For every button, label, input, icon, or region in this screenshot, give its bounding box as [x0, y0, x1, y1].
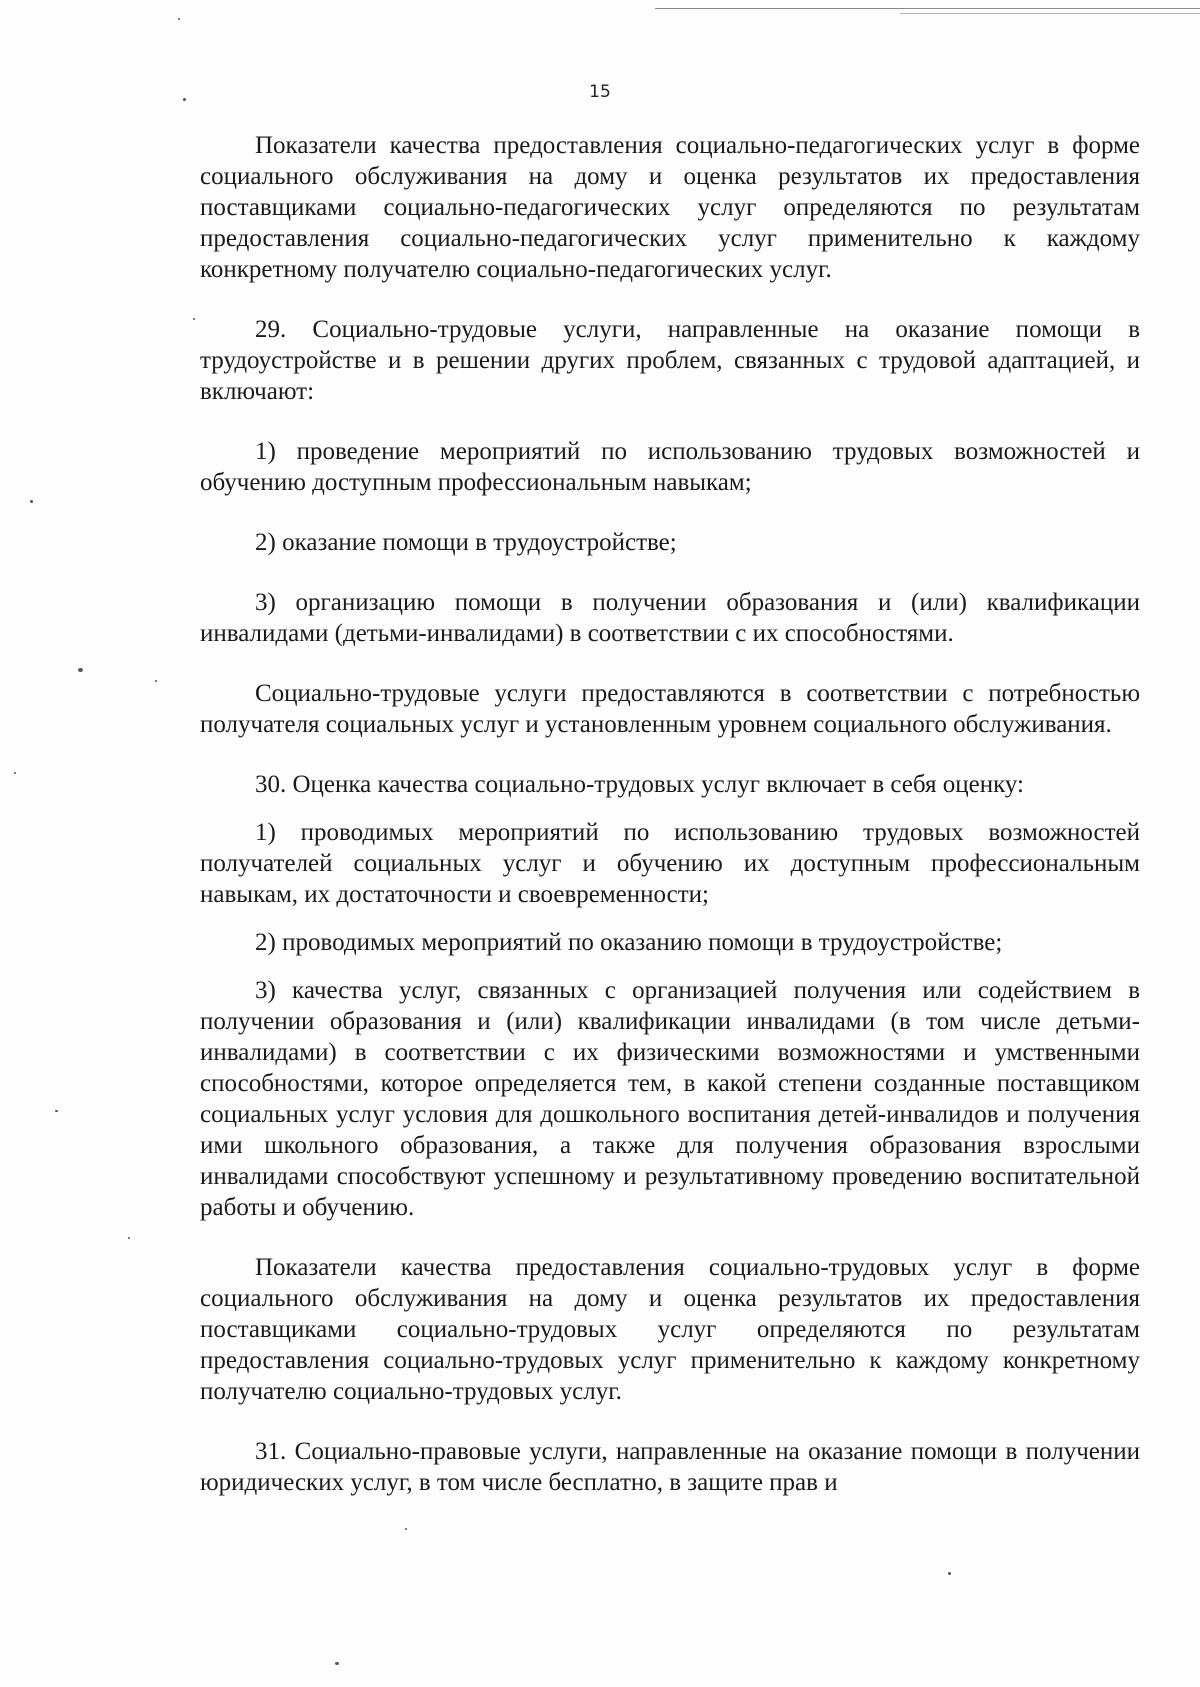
paragraph-section-30: 30. Оценка качества социально-трудовых услуг включает в себя оценку: [255, 771, 1024, 798]
list-item-29-1: 1) проведение мероприятий по использованию трудовых возможностей и обучению доступным профессиональным навыкам; [200, 438, 1140, 496]
scan-speck [155, 680, 157, 682]
list-item-29-2: 2) оказание помощи в трудоустройстве; [255, 529, 677, 556]
scan-speck [128, 1237, 130, 1239]
scan-speck [178, 18, 180, 20]
paragraph-quality-indicators-labor: Показатели качества предоставления социально-трудовых услуг в форме социального обслуживания на дому и оценка результатов их предоставления поставщиками социально-трудовых услуг определяются по результатам предоставления социально-трудовых услуг применительно к каждому конкретному получателю социально-трудовых услуг. [200, 1254, 1140, 1405]
scan-speck [78, 668, 83, 672]
scan-speck [335, 1662, 339, 1665]
list-item-30-2: 2) проводимых мероприятий по оказанию помощи в трудоустройстве; [255, 929, 1003, 956]
scan-edge-line [900, 13, 1200, 14]
scan-speck [55, 1110, 58, 1112]
scan-speck [14, 772, 16, 774]
paragraph-section-29: 29. Социально-трудовые услуги, направленные на оказание помощи в трудоустройстве и в решении других проблем, связанных с трудовой адаптацией, и включают: [200, 316, 1140, 405]
scan-speck [193, 318, 195, 320]
document-body [200, 130, 1140, 1527]
list-item-29-3: 3) организацию помощи в получении образования и (или) квалификации инвалидами (детьми-инвалидами) в соответствии с их способностями. [200, 589, 1140, 647]
paragraph-section-31: 31. Социально-правовые услуги, направленные на оказание помощи в получении юридических услуг, в том числе бесплатно, в защите прав и [200, 1438, 1140, 1496]
scan-speck [183, 98, 186, 101]
scan-edge-line [655, 8, 1200, 9]
paragraph-quality-indicators-pedagogical: Показатели качества предоставления социально-педагогических услуг в форме социального обслуживания на дому и оценка результатов их предоставления поставщиками социально-педагогических услуг определяются по результатам предоставления социально-педагогических услуг применительно к каждому конкретному получателю социально-педагогических услуг. [200, 132, 1140, 283]
list-item-30-3: 3) качества услуг, связанных с организацией получения или содействием в получении образования и (или) квалификации инвалидами (в том числе детьми-инвалидами) в соответствии с их физическими возможностями и умственными способностями, которое определяется тем, в какой степени созданные поставщиком социальных услуг условия для дошкольного воспитания детей-инвалидов и получения ими школьного образования, а также для получения образования взрослыми инвалидами способствуют успешному и результативному проведению воспитательной работы и обучению. [200, 977, 1140, 1221]
paragraph-labor-services-provision: Социально-трудовые услуги предоставляются в соответствии с потребностью получателя социальных услуг и установленным уровнем социального обслуживания. [200, 680, 1140, 738]
scan-speck [405, 1528, 407, 1530]
page-number: 15 [589, 82, 611, 102]
scan-speck [948, 1572, 951, 1575]
scan-speck [30, 500, 33, 503]
list-item-30-1: 1) проводимых мероприятий по использованию трудовых возможностей получателей социальных услуг и обучению их доступным профессиональным навыкам, их достаточности и своевременности; [200, 819, 1140, 908]
